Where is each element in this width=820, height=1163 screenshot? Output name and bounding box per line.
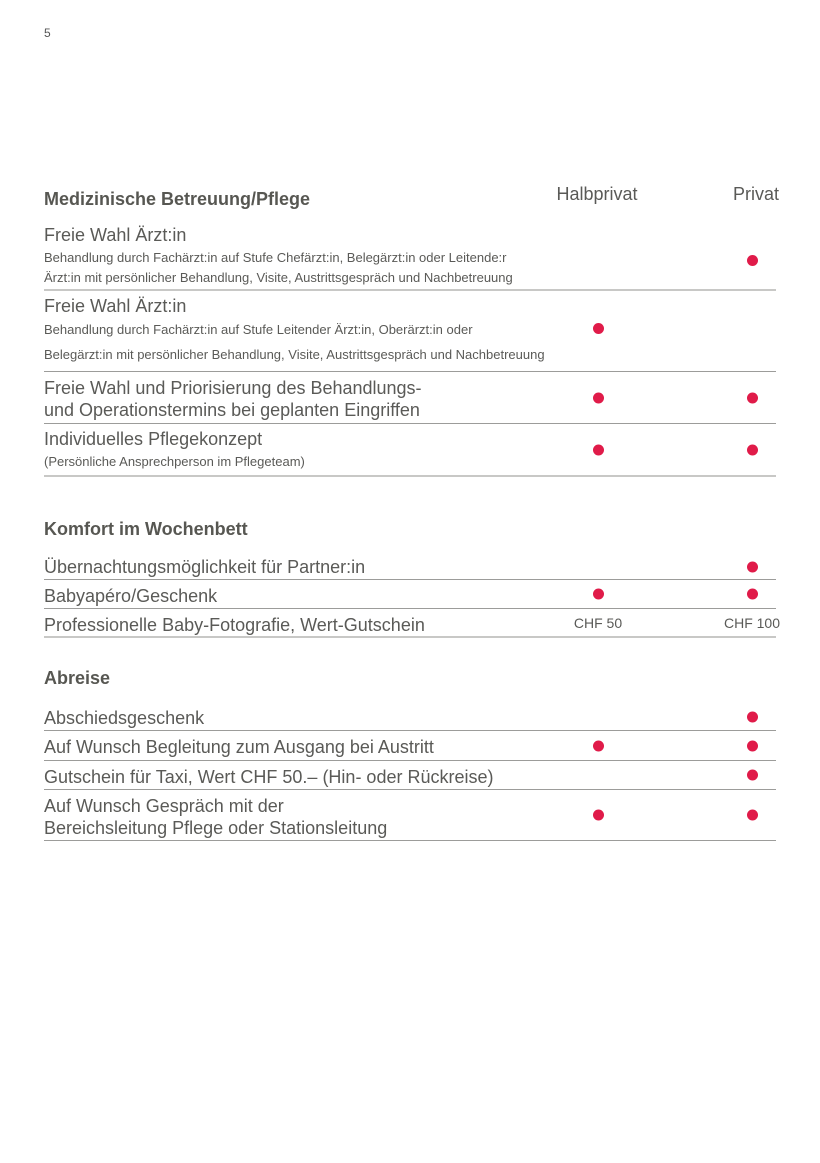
table-row [44,703,776,731]
section-title: Abreise [44,668,111,688]
section-postpartum-comfort [44,514,781,638]
row-title: Freie Wahl und Priorisierung des Behandlungs- [44,378,422,398]
row-title: Abschiedsgeschenk [44,708,205,728]
row-description: (Persönliche Ansprechperson im Pflegeteam) [44,454,305,469]
included-dot-icon [747,561,758,572]
included-dot-icon [593,740,604,751]
included-dot-icon [747,770,758,781]
privat-cell [702,589,802,600]
section-title: Komfort im Wochenbett [44,519,248,539]
halbprivat-cell [548,589,648,600]
halbprivat-cell [548,615,648,631]
included-dot-icon [593,392,604,403]
table-row [44,790,776,841]
table-row [44,291,776,372]
section-medical-care [44,184,779,477]
included-dot-icon [747,810,758,821]
privat-cell [702,392,802,403]
table-row [44,580,776,609]
privat-cell [702,711,802,722]
privat-cell [702,615,802,631]
halbprivat-cell [548,392,648,403]
privat-value: CHF 100 [723,614,781,631]
table-row [44,224,776,291]
halbprivat-cell [548,740,648,751]
halbprivat-cell [548,323,648,334]
included-dot-icon [593,323,604,334]
row-title: Gutschein für Taxi, Wert CHF 50.– (Hin- oder Rückreise) [44,767,494,787]
table-row [44,372,776,424]
included-dot-icon [593,444,604,455]
privat-cell [702,770,802,781]
row-title: Freie Wahl Ärzt:in [44,225,187,245]
included-dot-icon [593,589,604,600]
privat-cell [702,810,802,821]
row-title: Übernachtungsmöglichkeit für Partner:in [44,557,366,577]
row-title: Babyapéro/Geschenk [44,586,218,606]
included-dot-icon [747,392,758,403]
table-row [44,609,781,638]
row-title: Professionelle Baby-Fotografie, Wert-Gutschein [44,615,425,635]
privat-cell [702,561,802,572]
included-dot-icon [593,810,604,821]
row-title: Auf Wunsch Gespräch mit der [44,796,284,816]
included-dot-icon [747,444,758,455]
included-dot-icon [747,589,758,600]
section-departure [44,663,776,841]
halbprivat-cell [548,444,648,455]
row-description: Behandlung durch Fachärzt:in auf Stufe Chefärzt:in, Belegärzt:in oder Leitende:r [44,250,507,265]
privat-cell [702,444,802,455]
table-row [44,731,776,761]
table-row [44,424,776,477]
included-dot-icon [747,711,758,722]
column-header-halbprivat: Halbprivat [556,184,638,204]
row-description: Ärzt:in mit persönlicher Behandlung, Visite, Austrittsgespräch und Nachbetreuung [44,270,513,285]
privat-cell [702,740,802,751]
table-row [44,554,776,580]
row-title: Bereichsleitung Pflege oder Stationsleitung [44,818,388,838]
privat-cell [702,255,802,266]
included-dot-icon [747,255,758,266]
comparison-table [44,184,781,841]
row-description: Behandlung durch Fachärzt:in auf Stufe Leitender Ärzt:in, Oberärzt:in oder [44,322,473,337]
halbprivat-value: CHF 50 [573,614,623,631]
row-title: Freie Wahl Ärzt:in [44,296,187,316]
included-dot-icon [747,740,758,751]
row-title: Individuelles Pflegekonzept [44,429,263,449]
row-title: Auf Wunsch Begleitung zum Ausgang bei Austritt [44,737,434,757]
row-description: Belegärzt:in mit persönlicher Behandlung, Visite, Austrittsgespräch und Nachbetreuung [44,347,545,362]
page-number: 5 [44,26,51,40]
row-title: und Operationstermins bei geplanten Eingriffen [44,400,420,420]
table-row [44,761,776,790]
halbprivat-cell [548,810,648,821]
section-title: Medizinische Betreuung/Pflege [44,189,311,209]
column-header-privat: Privat [732,184,779,204]
